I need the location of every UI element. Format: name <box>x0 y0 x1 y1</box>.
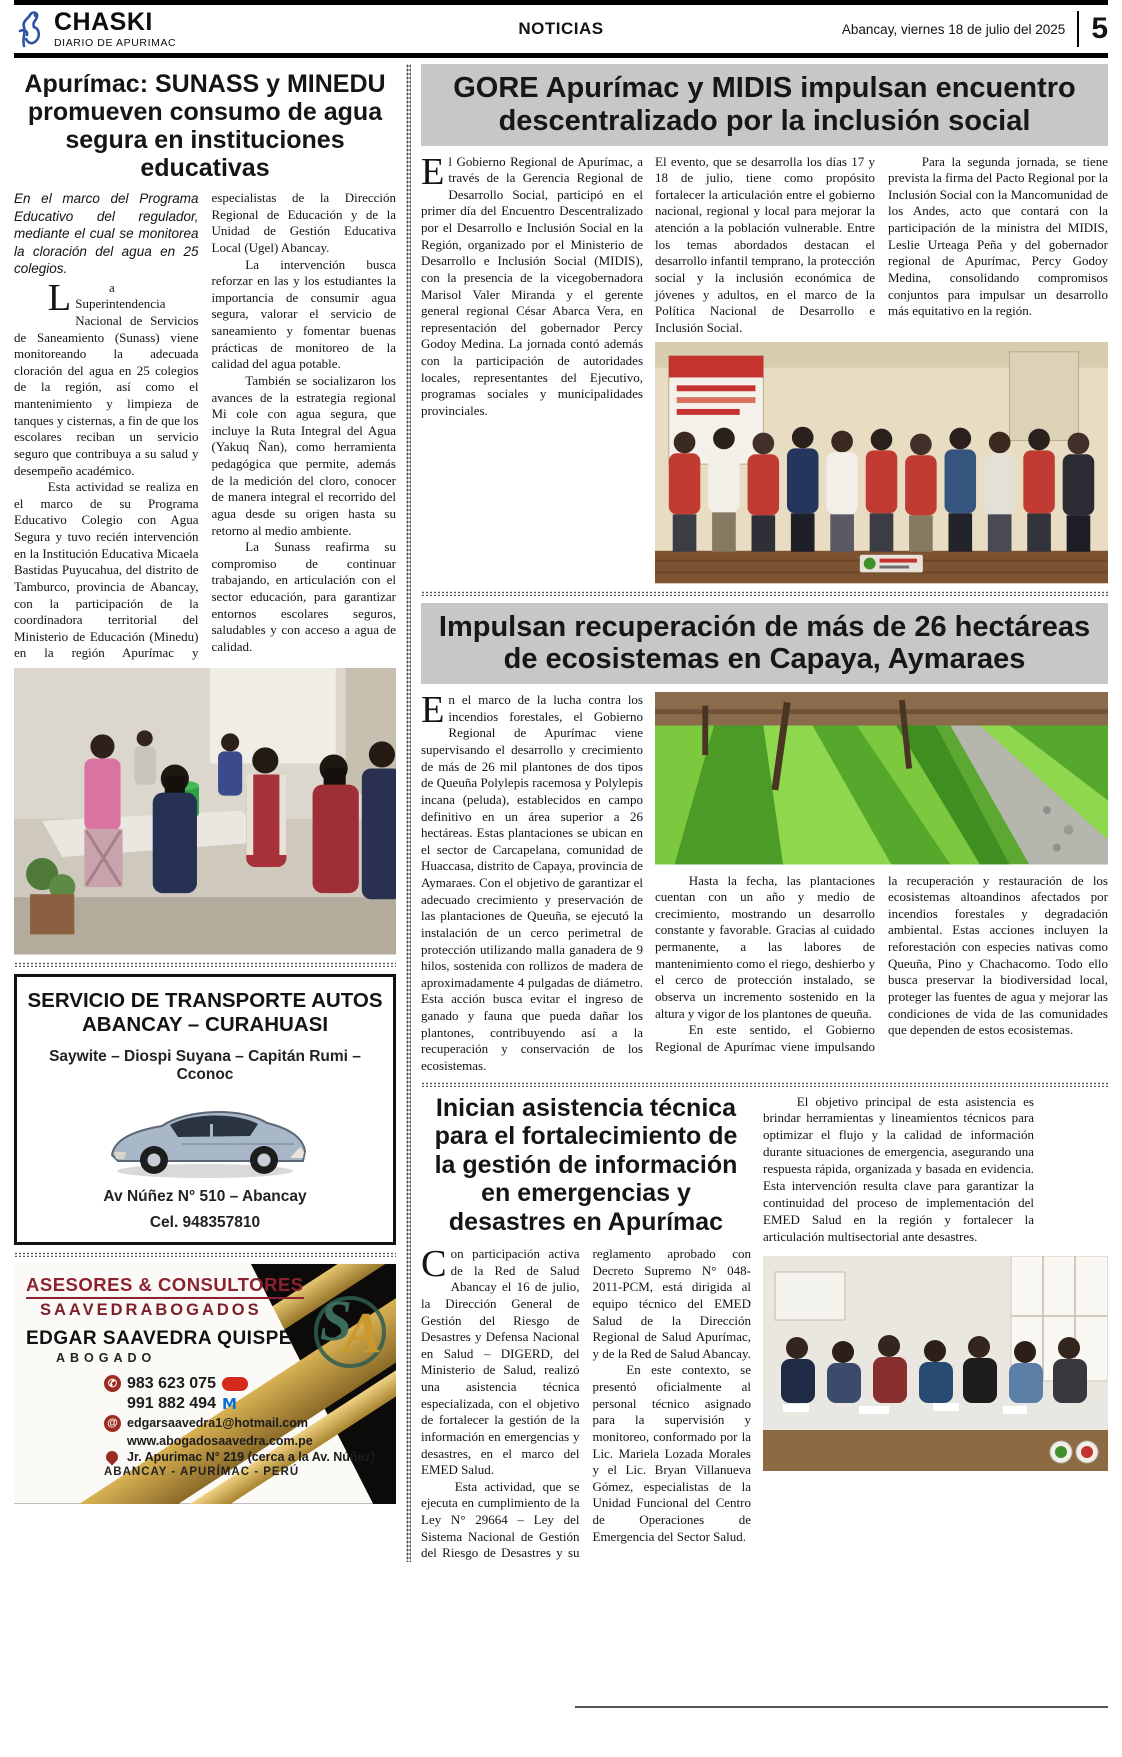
page-header <box>0 0 1122 58</box>
gore-event-photo <box>655 342 1108 583</box>
ad-abogado-header2: SAAVEDRABOGADOS <box>40 1300 262 1319</box>
classroom-photo <box>14 668 396 955</box>
footer-rule <box>575 1706 1108 1708</box>
paragraph: En este contexto, se presentó oficialmente al personal técnico asignado para la supervisión y monitoreo, conformado por la Lic. Mariela Lozada Morales y el Lic. Bryan Villanueva Gómez, especialistas de la Unidad Funcional del Centro de Operaciones de Emergencia del Sector Salud. <box>592 1362 751 1544</box>
ad-transporte-address: Av Núñez N° 510 – Abancay <box>103 1187 307 1205</box>
ad-abogado-name: EDGAR SAAVEDRA QUISPE <box>26 1327 292 1349</box>
brand-name: CHASKI <box>54 7 153 36</box>
paragraph: Para la segunda jornada, se tiene prevista la firma del Pacto Regional por la Inclusión Social con la Mancomunidad de los Andes, acto que contará con la participación de la ministra del MIDIS, Leslie Urteaga Peña y del gobernador regional de Apurímac, Percy Godoy Medina, consolidando compromisos conjuntos para impulsar un desarrollo más equitativo en la región. <box>888 153 1108 319</box>
dotted-separator <box>421 1082 1108 1087</box>
article-gore-title: GORE Apurímac y MIDIS impulsan encuentro descentralizado por la inclusión social <box>421 64 1108 146</box>
ad-transporte <box>14 974 396 1245</box>
paragraph: La intervención busca reforzar en las y los estudiantes la importancia de consumir agua segura, valorar el servicio de saneamiento y fomentar buenas prácticas de monitoreo de la calidad del agua potable. <box>211 256 396 372</box>
paragraph: El objetivo principal de esta asistencia es brindar herramientas y lineamientos técnicos para optimizar el flujo y la calidad de información durante situaciones de emergencia, asegurando una respuesta rápida, organizada y basada en evidencia. Esta intervención resulta clave para garantizar la continuidad del proceso de implementación del EMED Salud en la región y fortalecer la articulación multisectorial ante desastres. <box>763 1093 1034 1244</box>
ad-abogado-email: edgarsaavedra1@hotmail.com <box>127 1416 309 1431</box>
paragraph: En este sentido, el Gobierno Regional de Apurímac viene impulsando la recuperación y restauración de los ecosistemas altoandinos afectados por incendios forestales y degradación ambiental. Estas acciones incluyen la reforestación con especies nativas como Queuña, Pino y Chachacomo. Todo ello busca preservar la biodiversidad local, proteger las fuentes de agua y mejorar las condiciones de vida de las comunidades que dependen de estos ecosistemas. <box>655 872 1108 1054</box>
movistar-logo-icon: M <box>221 1394 237 1413</box>
brand-tagline: DIARIO DE APURIMAC <box>54 36 177 49</box>
paragraph: En el marco de la lucha contra los incendios forestales, el Gobierno Regional de Apurímac viene supervisando el desarrollo y crecimiento de más de 26 mil plantones de dos tipos de Queuña Polylepis racemosa y Polylepis incana (peluda), establecidos en campo definitivo en un área superior a 26 hectáreas. Estas plantaciones se ubican en el sector de Carcapelana, comunidad de Huaccasa, distrito de Capaya, provincia de Aymaraes. Con el objetivo de garantizar el adecuado crecimiento y preservación de las plantaciones de Queuña, se ejecutó la instalación de un cerco perimetral de protección utilizando malla ganadera de 9 hilos, sostenida con rollizos de madera de aproximadamente 4 pulgadas de diámetro. Esta acción busca evitar el ingreso de ganado y fauna que pueda dañar los plantones, contribuyendo así a la recuperación y conservación de los ecosistemas. <box>421 689 643 1073</box>
article-capaya <box>421 603 1108 1075</box>
ad-transporte-phone: Cel. 948357810 <box>149 1213 261 1231</box>
ad-abogado-phone1: 983 623 075 <box>127 1374 216 1392</box>
monogram-letter-a: A <box>343 1299 382 1365</box>
paragraph: La Sunass reafirma su compromiso de continuar trabajando, en articulación con el sector educación, para garantizar entornos escolares seguros, saludables y con acceso a agua de calidad. <box>211 539 396 654</box>
article-agua-body <box>14 190 396 662</box>
section-title: NOTICIAS <box>518 19 604 38</box>
seedlings-photo <box>655 692 1108 864</box>
ad-abogado-website: www.abogadosaavedra.com.pe <box>127 1433 313 1448</box>
edition-date: Abancay, viernes 18 de julio del 2025 <box>841 21 1066 37</box>
article-gore-midis <box>421 64 1108 584</box>
paragraph: Esta actividad se realiza en el marco de su Programa Educativo Colegio con Agua Segura y tuvo recién intervención en la Institución Educativa Micaela Bastidas Puyucahua, del distrito de Tamburco, provincia de Abancay, con la participación de la coordinadora territorial del Ministerio de Educación (Minedu) en la región Apurímac y especialistas de la Dirección Regional de Educación y de la Unidad de Gestión Educativa Local (Ugel) Abancay. <box>14 190 396 661</box>
ad-abogado-phone2: 991 882 494 <box>127 1394 216 1412</box>
monogram-letter-s: S <box>319 1287 352 1353</box>
article-capaya-title: Impulsan recuperación de más de 26 hectáreas de ecosistemas en Capaya, Aymaraes <box>421 603 1108 685</box>
dotted-separator <box>14 1252 396 1257</box>
paragraph: La Superintendencia Nacional de Servicios de Saneamiento (Sunass) viene monitoreando la adecuada cloración del agua en 25 colegios de la región, así como el mantenimiento y limpieza de tanques y cisternas, a fin de que los escolares reciban un servicio seguro que contribuya a su salud y desempeño académico. <box>14 276 199 478</box>
right-section <box>421 64 1108 1562</box>
paragraph: El Gobierno Regional de Apurímac, a través de la Gerencia Regional de Desarrollo Social, participó en el primer día del Encuentro Descentralizado por el Desarrollo e Inclusión Social en la Región, organizado por el Ministerio de Desarrollo e Inclusión Social (MIDIS), con la presencia de la vicegobernadora Marisol Valer Miranda y el gerente general regional César Abarca Vera, en representación del gobernador Percy Godoy Medina. La jornada contó además con la participación de autoridades locales, representantes del Ejecutivo, programas sociales y municipalidades provinciales. <box>421 150 643 418</box>
ad-abogado <box>14 1264 396 1504</box>
ad-abogado-address: Jr. Apurimac N° 219 (cerca a la Av. Núñez) <box>127 1449 375 1464</box>
claro-logo-icon <box>222 1377 248 1391</box>
paragraph: Con participación activa de la Red de Salud Abancay el 16 de julio, la Dirección General de Gestión del Riesgo de Desastres y Defensa Nacional en Salud – DIGERD, del Ministerio de Salud, realizó una asistencia técnica especializada, con el objetivo de fortalecer la gestión de la información en emergencias y desastres, en el marco del EMED Salud. <box>421 1243 580 1478</box>
ad-transporte-route: Saywite – Diospi Suyana – Capitán Rumi – Cconoc <box>49 1047 361 1083</box>
article-emergencias-title: Inician asistencia técnica para el fortalecimiento de la gestión de información en emergencias y desastres en Apurímac <box>434 1093 738 1236</box>
header-divider <box>1077 11 1079 47</box>
page-number: 5 <box>1091 12 1108 45</box>
paragraph: El evento, que se desarrolla los días 17 y 18 de julio, tiene como propósito fortalecer la articulación entre el gobierno nacional, regional y local para mejorar la atención a la población vulnerable. Entre los temas abordados destacan el desarrollo infantil temprano, la protección social y la inclusión económica de jóvenes y adultos, en el marco de la Política Nacional de Desarrollo e Inclusión Social. <box>655 153 875 335</box>
dotted-separator <box>14 962 396 967</box>
meeting-photo <box>763 1256 1108 1471</box>
ad-abogado-role: ABOGADO <box>56 1350 157 1365</box>
ad-transporte-title-line2: ABANCAY – CURAHUASI <box>81 1013 329 1037</box>
article-agua-segura <box>14 64 396 955</box>
phone-icon: ✆ <box>104 1375 121 1392</box>
article-emergencias <box>421 1094 1108 1562</box>
paragraph: Esta actividad, que se ejecuta en cumplimiento de la Ley N° 29664 – Ley del Sistema Nacional de Gestión del Riesgo de Desastres y su reglamento aprobado con Decreto Supremo N° 048-2011-PCM, está dirigida al equipo técnico del EMED Salud de la Dirección Regional de Salud Apurímac, y de la Red de Salud Abancay. <box>421 1246 751 1561</box>
article-agua-title: Apurímac: SUNASS y MINEDU promueven consumo de agua segura en instituciones educativas <box>24 70 386 182</box>
ad-abogado-city: ABANCAY - APURÍMAC - PERÚ <box>104 1465 300 1478</box>
ad-abogado-header1: ASESORES & CONSULTORES <box>26 1274 304 1299</box>
article-agua-lead: En el marco del Programa Educativo del regulador, mediante el cual se monitorea la cloración del agua en 25 colegios. <box>14 191 199 277</box>
location-pin-icon <box>104 1448 121 1465</box>
paragraph: También se socializaron los avances de la estrategia regional Mi cole con agua segura, que incluye la Ruta Integral del Agua (Yakuq Ñan), como herramienta pedagógica que permite, además de la medición del cloro, conocer de manera integral el recorrido del agua desde su origen hasta su retorno al medio ambiente. <box>211 372 396 538</box>
vertical-dotted-divider <box>406 64 411 1562</box>
left-column <box>14 64 396 1562</box>
paragraph: Hasta la fecha, las plantaciones cuentan con un año y medio de crecimiento, mostrando un desarrollo constante y favorable. Gracias al cuidado permanente, a las labores de mantenimiento como el riego, deshierbo y el cerco de protección instalado, se observa un incremento sostenido en la altura y vigor de los plantones de queuña. <box>655 872 875 1021</box>
email-icon: @ <box>104 1415 121 1432</box>
car-image <box>90 1092 320 1182</box>
ad-transporte-title-line1: SERVICIO DE TRANSPORTE AUTOS <box>27 988 383 1012</box>
dotted-separator <box>421 591 1108 596</box>
